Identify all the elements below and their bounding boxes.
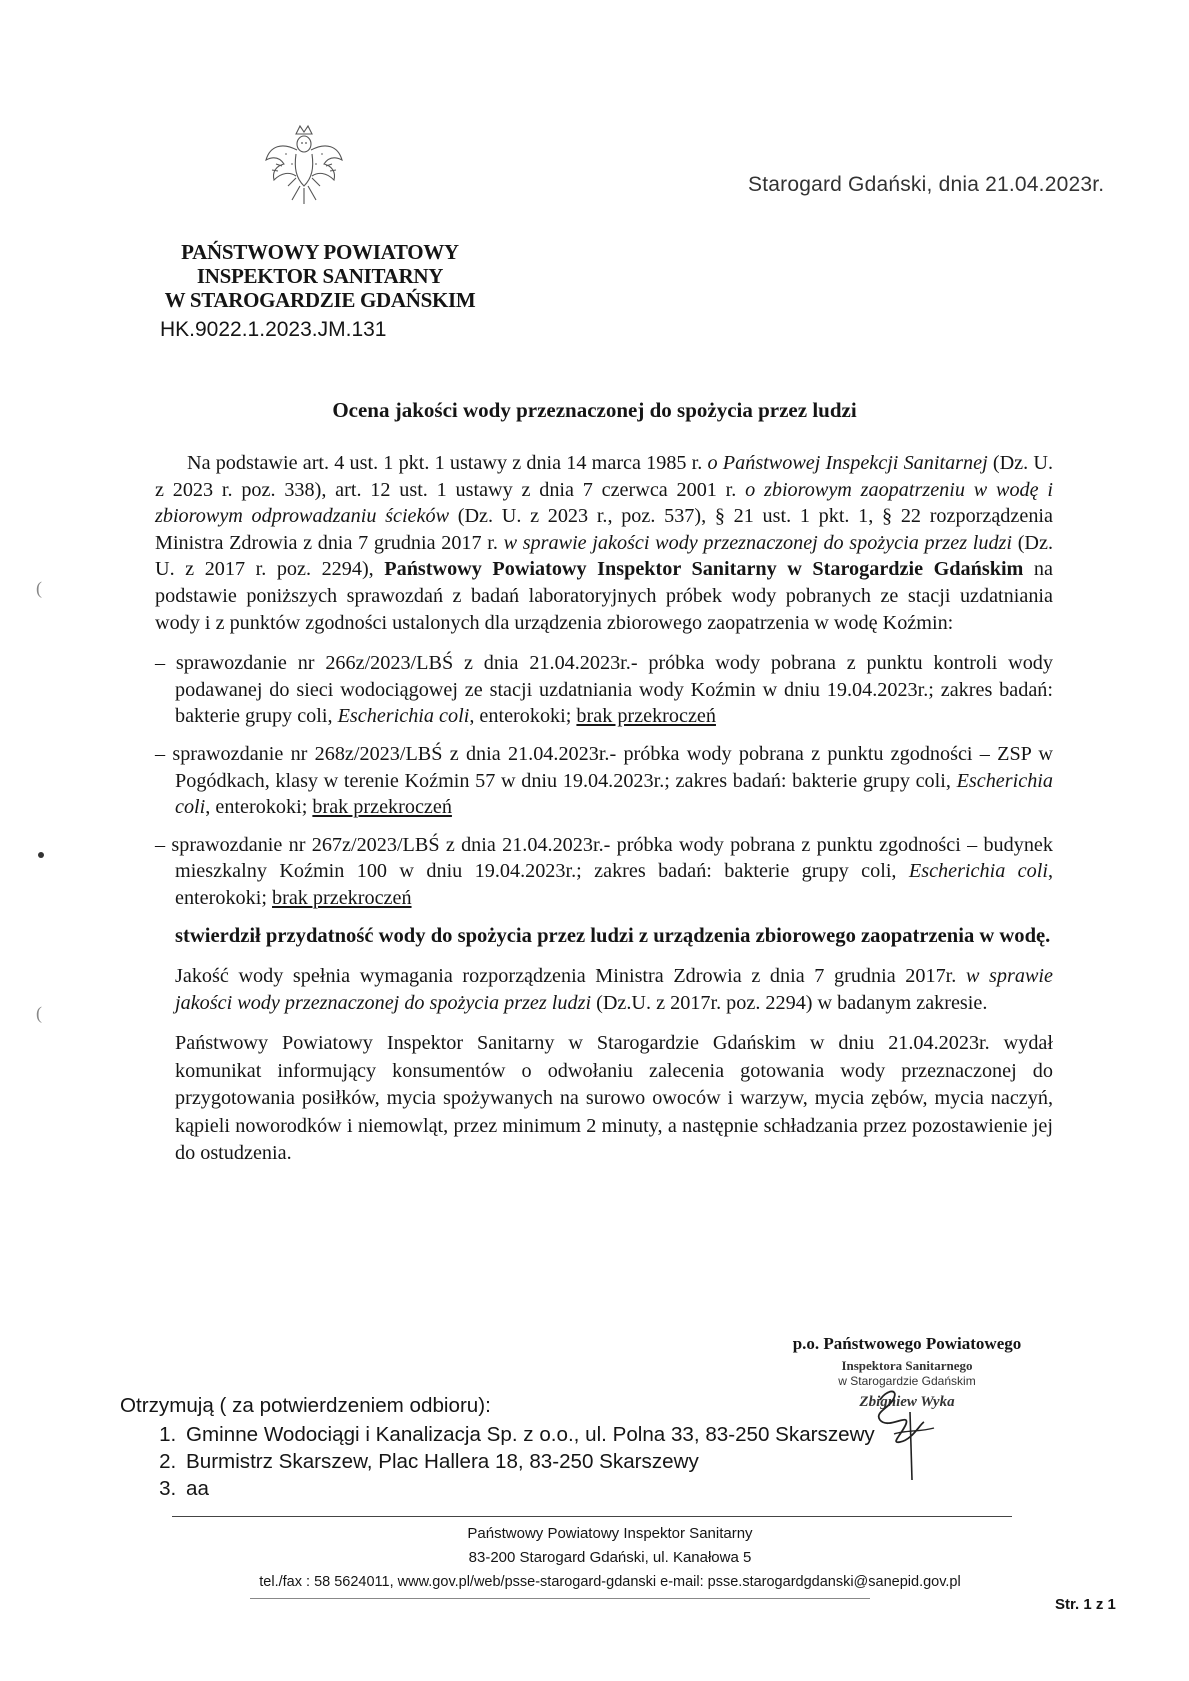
document-body (155, 450, 1053, 1168)
lab-reports-list (155, 650, 1053, 911)
signature-stamp-line: Inspektora Sanitarnego (841, 1358, 973, 1373)
recipients-list (120, 1421, 875, 1502)
document-date: Starogard Gdański, dnia 21.04.2023r. (748, 173, 1105, 196)
recipient-item: 2. Burmistrz Skarszew, Plac Hallera 18, 83-250 Skarszewy (182, 1448, 875, 1475)
lab-report-item: – sprawozdanie nr 266z/2023/LBŚ z dnia 21.04.2023r.- próbka wody pobrana z punktu kontroli wody podawanej do sieci wodociągowej ze stacji uzdatniania wody Koźmin w dniu 19.04.2023r.; zakres badań: bakterie grupy coli, Escherichia coli, enterokoki; brak przekroczeń (155, 652, 1053, 728)
footer (170, 1522, 1050, 1594)
signature-stamp-line: w Starogardzie Gdańskim (838, 1374, 976, 1388)
authority-line: W STAROGARDZIE GDAŃSKIM (164, 288, 476, 312)
signature-title: p.o. Państwowego Powiatowego (792, 1334, 1022, 1353)
legal-basis-paragraph: Na podstawie art. 4 ust. 1 pkt. 1 ustawy z dnia 14 marca 1985 r. o Państwowej Inspekcji Sanitarnej (Dz. U. z 2023 r. poz. 338), art. 12 ust. 1 ustawy z dnia 7 czerwca 2001 r. o zbiorowym zaopatrzeniu w wodę i zbiorowym odprowadzaniu ścieków (Dz. U. z 2023 r., poz. 537), § 21 ust. 1 pkt. 1, § 22 rozporządzenia Ministra Zdrowia z dnia 7 grudnia 2017 r. w sprawie jakości wody przeznaczonej do spożycia przez ludzi (Dz. U. z 2017 r. poz. 2294), Państwowy Powiatowy Inspektor Sanitarny w Starogardzie Gdańskim na podstawie poniższych sprawozdań z badań laboratoryjnych próbek wody pobranych ze stacji uzdatniania wody i z punktów zgodności ustalonych dla urządzenia zbiorowego zaopatrzenia w wodę Koźmin: (155, 452, 1053, 634)
footer-contact: tel./fax : 58 5624011, www.gov.pl/web/psse-starogard-gdanski e-mail: psse.starogardgdanski@sanepid.gov.pl (259, 1574, 961, 1590)
recipients-heading: Otrzymują ( za potwierdzeniem odbioru): (120, 1394, 491, 1417)
footer-address: 83-200 Starogard Gdański, ul. Kanałowa 5 (468, 1549, 752, 1566)
page-number: Str. 1 z 1 (1055, 1596, 1116, 1613)
authority-line: PAŃSTWOWY POWIATOWY (181, 240, 459, 264)
issuing-authority (150, 240, 490, 312)
conclusion-statement: stwierdził przydatność wody do spożycia przez ludzi z urządzenia zbiorowego zaopatrzenia w wodę. (175, 924, 1051, 947)
lab-report-item: – sprawozdanie nr 268z/2023/LBŚ z dnia 21.04.2023r.- próbka wody pobrana z punktu zgodności – ZSP w Pogódkach, klasy w terenie Koźmin 57 w dniu 19.04.2023r.; zakres badań: bakterie grupy coli, Escherichia coli, enterokoki; brak przekroczeń (155, 742, 1053, 819)
consumer-notice: Państwowy Powiatowy Inspektor Sanitarny w Starogardzie Gdańskim w dniu 21.04.2023r. wydał komunikat informujący konsumentów o odwołaniu zalecenia gotowania wody przeznaczonej do przygotowania posiłków, mycia spożywanych na surowo owoców i warzyw, mycia zębów, mycia naczyń, kąpieli noworodków i niemowląt, przez minimum 2 minuty, a następnie schładzania przez pozostawienie jej do ostudzenia. (175, 1032, 1053, 1165)
scan-dot (38, 852, 44, 858)
recipients-section (120, 1392, 875, 1502)
footer-divider (250, 1598, 870, 1599)
document-title: Ocena jakości wody przeznaczonej do spożycia przez ludzi (332, 398, 857, 422)
recipient-item: 1. Gminne Wodociągi i Kanalizacja Sp. z o.o., ul. Polna 33, 83-250 Skarszewy (182, 1421, 875, 1448)
footer-divider (172, 1516, 1012, 1517)
result-status: brak przekroczeń (312, 796, 452, 819)
recipient-item: 3. aa (182, 1475, 875, 1502)
scan-margin-mark: ( (36, 1003, 42, 1023)
quality-statement: Jakość wody spełnia wymagania rozporządzenia Ministra Zdrowia z dnia 7 grudnia 2017r. w sprawie jakości wody przeznaczonej do spożycia przez ludzi (Dz.U. z 2017r. poz. 2294) w badanym zakresie. (175, 965, 1053, 1014)
footer-institution: Państwowy Powiatowy Inspektor Sanitarny (467, 1525, 753, 1542)
result-status: brak przekroczeń (272, 886, 412, 909)
lab-report-item: – sprawozdanie nr 267z/2023/LBŚ z dnia 21.04.2023r.- próbka wody pobrana z punktu zgodności – budynek mieszkalny Koźmin 100 w dniu 19.04.2023r.; zakres badań: bakterie grupy coli, Escherichia coli, enterokoki; brak przekroczeń (155, 833, 1054, 909)
result-status: brak przekroczeń (576, 705, 716, 728)
signatory-name: Zbigniew Wyka (859, 1394, 955, 1410)
authority-line: INSPEKTOR SANITARNY (196, 264, 444, 288)
scan-margin-mark: ( (36, 578, 42, 598)
case-reference: HK.9022.1.2023.JM.131 (160, 318, 387, 341)
polish-eagle-emblem-icon (262, 120, 346, 212)
